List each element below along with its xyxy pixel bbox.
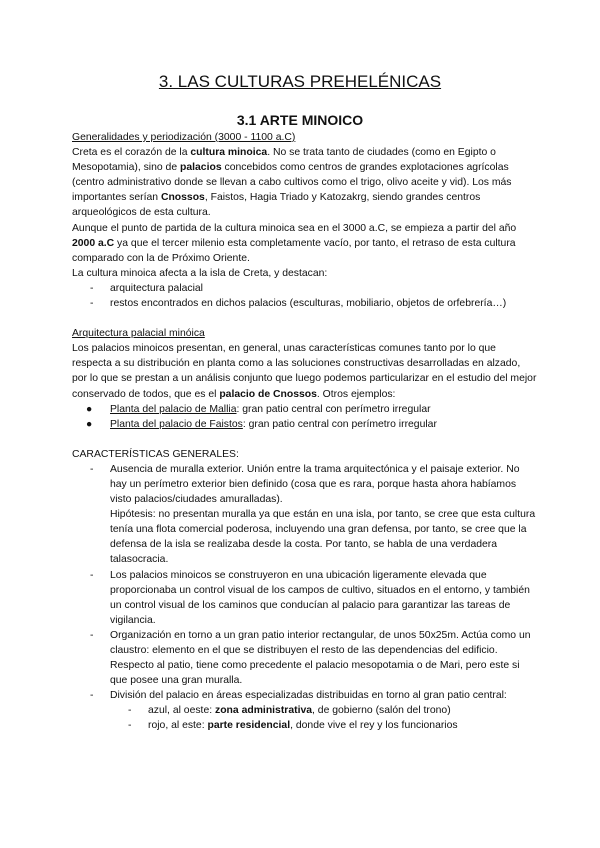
example-item-faistos: ● Planta del palacio de Faistos: gran patio central con perímetro irregular (72, 417, 538, 432)
list-item: - restos encontrados en dichos palacios (esculturas, mobiliario, objetos de orfebrería…) (72, 296, 538, 311)
page-title: 3. LAS CULTURAS PREHELÉNICAS (158, 72, 442, 91)
faistos-link[interactable]: Planta del palacio de Faistos (110, 418, 243, 430)
mallia-link[interactable]: Planta del palacio de Mallia (110, 403, 237, 415)
sub-list-item: - azul, al oeste: zona administrativa, de gobierno (salón del trono) (72, 703, 538, 718)
dash-marker: - (90, 282, 94, 294)
document-body (72, 130, 538, 734)
section-subtitle: 3.1 ARTE MINOICO (236, 112, 364, 128)
example-item-mallia: ● Planta del palacio de Mallia: gran patio central con perímetro irregular (72, 402, 538, 417)
dash-marker: - (128, 720, 132, 732)
arquitectura-heading: Arquitectura palacial minóica (72, 328, 205, 340)
sub-list-item: - rojo, al este: parte residencial, donde vive el rey y los funcionarios (72, 718, 538, 733)
bullet-icon: ● (86, 403, 93, 415)
arquitectura-paragraph: Los palacios minoicos presentan, en general, unas características comunes tanto por lo que respecta a su distribución en planta como a las soluciones constructivas desarrolladas en alzado, por lo que se prestan a un análisis conjunto que luego podemos particularizar en el estudio del mejor conservado de todos, que es el palacio de Cnossos. Otros ejemplos: (72, 343, 537, 400)
list-item: - arquitectura palacial (72, 281, 538, 296)
dash-marker: - (90, 690, 94, 702)
dash-marker: - (90, 298, 94, 310)
bullet-icon: ● (86, 418, 93, 430)
caracteristicas-heading: CARACTERÍSTICAS GENERALES: (72, 448, 239, 460)
list-item: - Organización en torno a un gran patio interior rectangular, de unos 50x25m. Actúa como un claustro: elemento en el que se distribuyen el resto de las dependencias del edificio. (90, 629, 531, 656)
generalidades-paragraph-3: La cultura minoica afecta a la isla de Creta, y destacan: (72, 267, 328, 279)
generalidades-heading: Generalidades y periodización (3000 - 1100 a.C) (72, 132, 296, 143)
list-item: - Los palacios minoicos se construyeron en una ubicación ligeramente elevada que proporcionaba un control visual de los campos de cultivo, situados en el entorno, y también un control visual de los caminos que conducían al palacio para garantizar las tareas de vigilancia. (90, 569, 530, 626)
list-item: - Ausencia de muralla exterior. Unión entre la trama arquitectónica y el paisaje exterior. No hay un perímetro exterior bien definido (cosa que es rara, porque hasta ahora habíamos visto palacios/ciudades amuralladas). (90, 463, 520, 506)
dash-marker: - (128, 705, 132, 717)
dash-marker: - (90, 629, 94, 641)
list-item-continuation: Respecto al patio, tiene como precedente el palacio mesopotamia o de Mari, pero este si que posee una gran muralla. (110, 660, 520, 687)
dash-marker: - (90, 463, 94, 475)
generalidades-paragraph-2: Aunque el punto de partida de la cultura minoica sea en el 3000 a.C, se empieza a partir del año 2000 a.C ya que el tercer milenio esta completamente vacío, por tanto, el retraso de esta cultura comparado con la de Próximo Oriente. (72, 222, 517, 264)
list-item: - División del palacio en áreas especializadas distribuidas en torno al gran patio central: (72, 688, 538, 703)
list-item-continuation: Hipótesis: no presentan muralla ya que están en una isla, por tanto, se cree que esta cultura tenía una flota comercial poderosa, incluyendo una gran defensa, por tanto, se cree que la defensa de la isla se realizaba desde la costa. Por tanto, se habla de una verdadera talasocracia. (110, 509, 536, 566)
dash-marker: - (90, 569, 94, 581)
generalidades-paragraph-1: Creta es el corazón de la cultura minoica. No se trata tanto de ciudades (como en Egipto o Mesopotamia), sino de palacios concebidos como centros de grandes explotaciones agrícolas (centro administrativo donde se llevan a cabo cultivos como el trigo, olivo aceite y vid). Los más importantes serían Cnossos, Faistos, Hagia Triado y Katozakrg, siendo grandes centros arqueológicos de esta cultura. (72, 147, 512, 219)
